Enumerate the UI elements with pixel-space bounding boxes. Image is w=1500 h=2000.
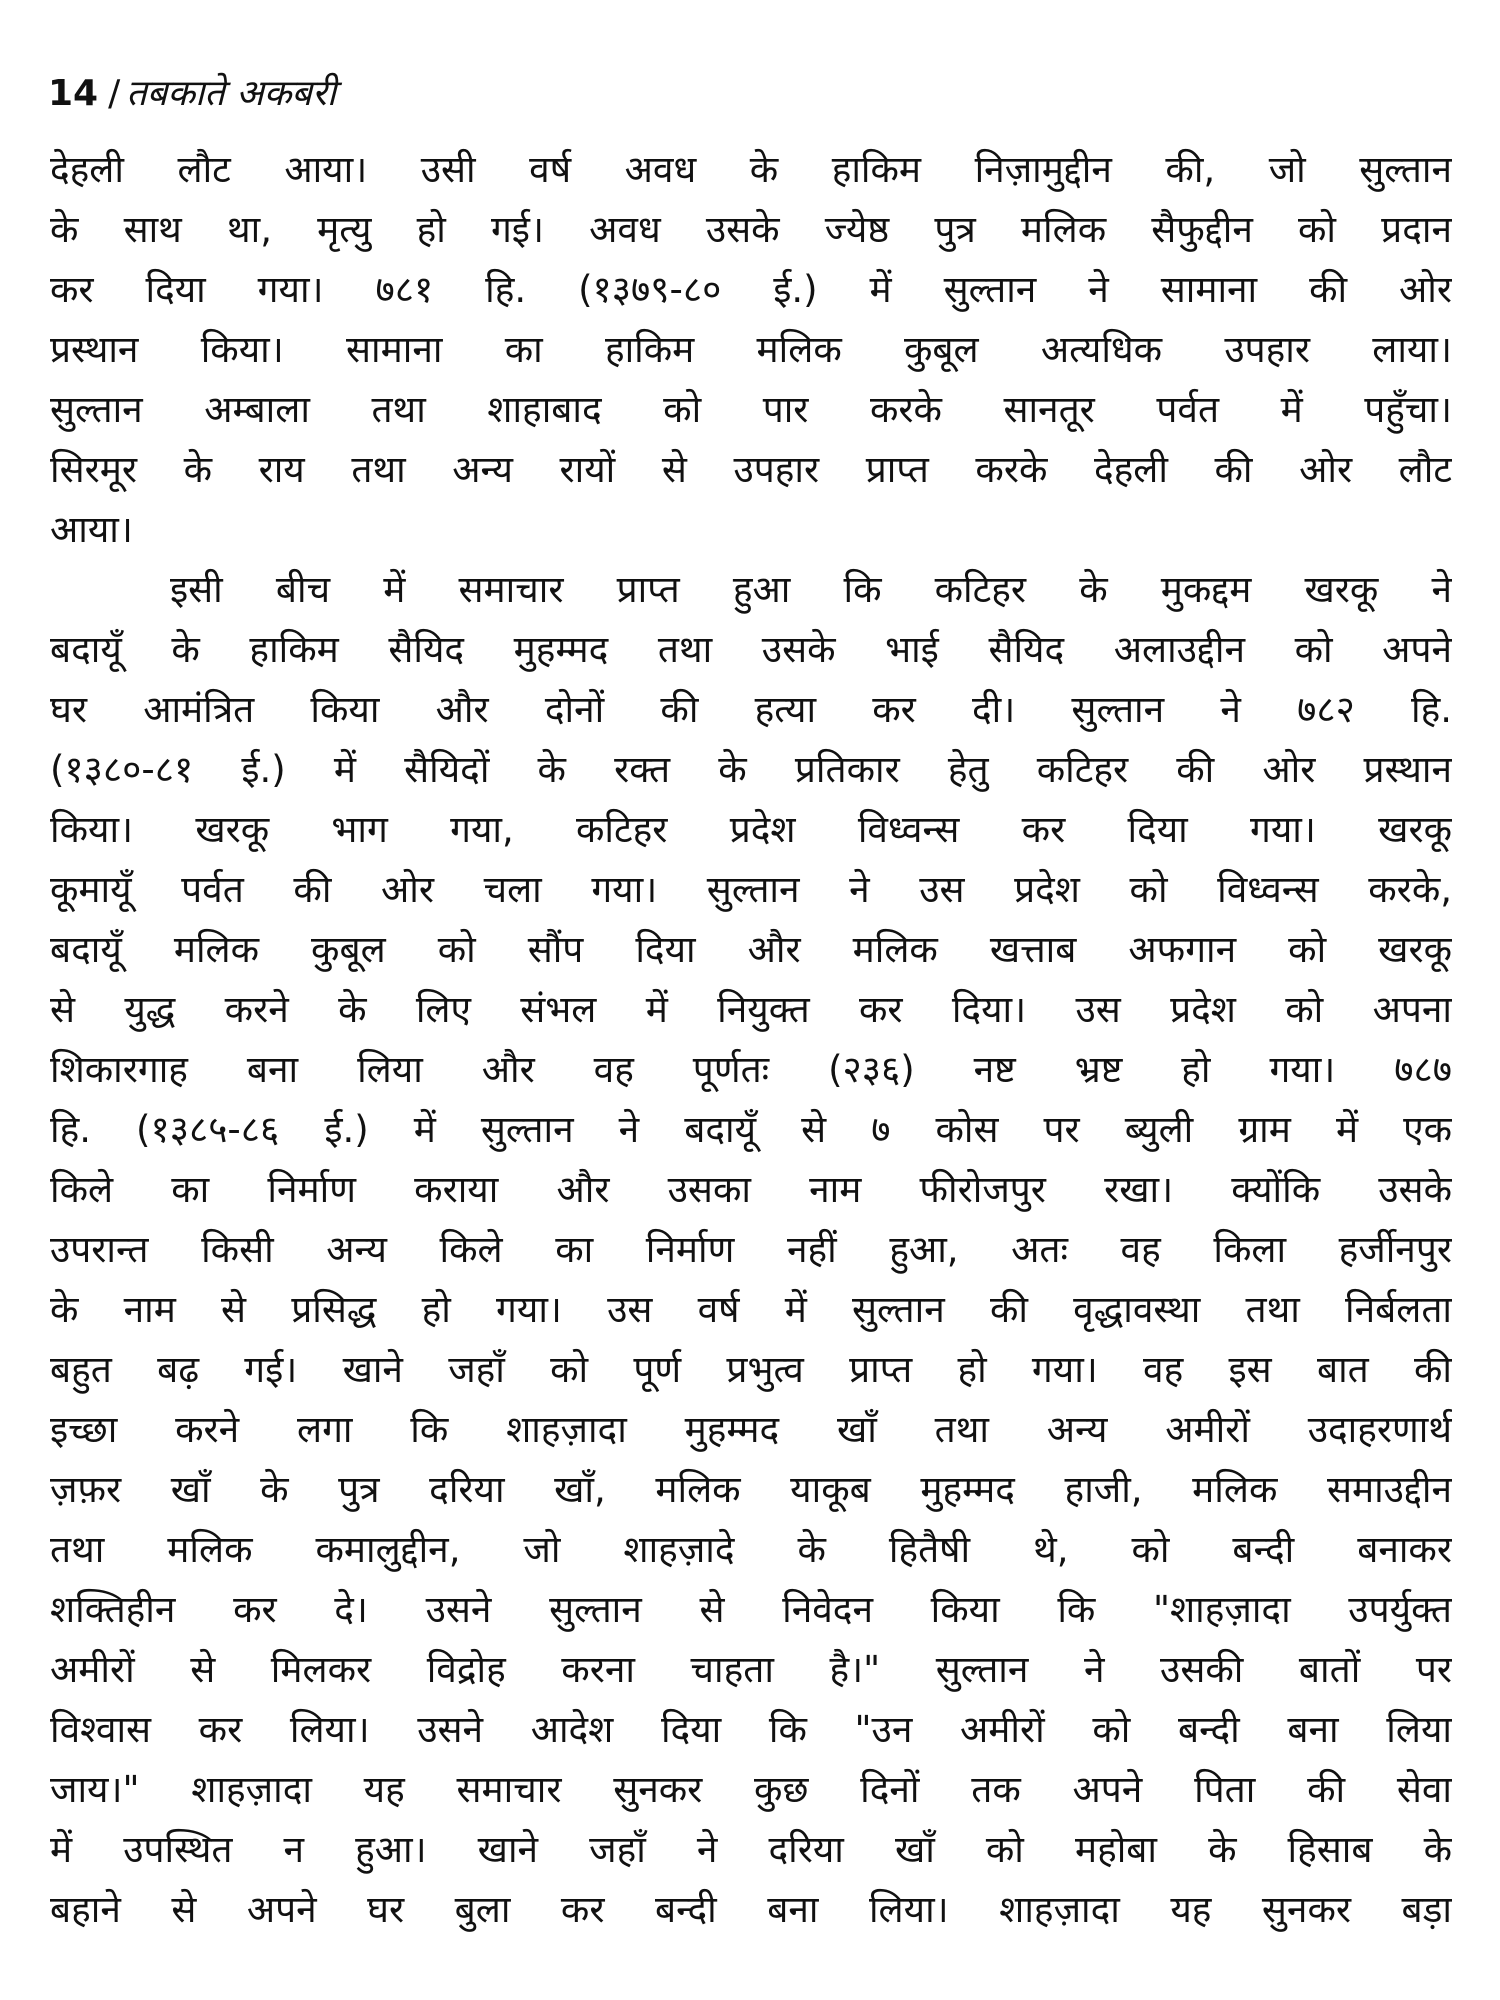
text-line: (१३८०-८१ ई.) में सैयिदों के रक्त के प्रतिकार हेतु कटिहर की ओर प्रस्थान [50,748,1452,791]
paragraph-2 [50,560,1452,1940]
text-line: शिकारगाह बना लिया और वह पूर्णतः (२३६) नष्ट भ्रष्ट हो गया। ७८७ [50,1048,1452,1091]
text-line: शक्तिहीन कर दे। उसने सुल्तान से निवेदन किया कि "शाहज़ादा उपर्युक्त [50,1588,1452,1631]
text-line: के नाम से प्रसिद्ध हो गया। उस वर्ष में सुल्तान की वृद्धावस्था तथा निर्बलता [50,1288,1452,1331]
text-line: विश्वास कर लिया। उसने आदेश दिया कि "उन अमीरों को बन्दी बना लिया [50,1708,1452,1751]
text-line: में उपस्थित न हुआ। खाने जहाँ ने दरिया खाँ को महोबा के हिसाब के [50,1828,1452,1871]
text-line: किले का निर्माण कराया और उसका नाम फीरोजपुर रखा। क्योंकि उसके [50,1168,1452,1211]
text-line: सिरमूर के राय तथा अन्य रायों से उपहार प्राप्त करके देहली की ओर लौट [50,448,1452,491]
text-line: बदायूँ के हाकिम सैयिद मुहम्मद तथा उसके भाई सैयिद अलाउद्दीन को अपने [50,628,1452,671]
text-line: तथा मलिक कमालुद्दीन, जो शाहज़ादे के हितैषी थे, को बन्दी बनाकर [50,1528,1452,1571]
text-line: प्रस्थान किया। सामाना का हाकिम मलिक कुबूल अत्यधिक उपहार लाया। [50,328,1452,371]
running-head [48,70,336,118]
text-line: सुल्तान अम्बाला तथा शाहाबाद को पार करके सानतूर पर्वत में पहुँचा। [50,388,1452,431]
text-line: के साथ था, मृत्यु हो गई। अवध उसके ज्येष्ठ पुत्र मलिक सैफुद्दीन को प्रदान [50,208,1452,251]
text-line: बहाने से अपने घर बुला कर बन्दी बना लिया। शाहज़ादा यह सुनकर बड़ा [50,1888,1452,1931]
text-line: बहुत बढ़ गई। खाने जहाँ को पूर्ण प्रभुत्व प्राप्त हो गया। वह इस बात की [50,1348,1452,1391]
text-line: कूमायूँ पर्वत की ओर चला गया। सुल्तान ने उस प्रदेश को विध्वन्स करके, [50,868,1452,911]
text-line: इसी बीच में समाचार प्राप्त हुआ कि कटिहर के मुकद्दम खरकू ने [170,568,1452,611]
text-line: ज़फ़र खाँ के पुत्र दरिया खाँ, मलिक याकूब मुहम्मद हाजी, मलिक समाउद्दीन [50,1468,1452,1511]
text-line: कर दिया गया। ७८१ हि. (१३७९-८० ई.) में सुल्तान ने सामाना की ओर [50,268,1452,311]
text-line: बदायूँ मलिक कुबूल को सौंप दिया और मलिक खत्ताब अफगान को खरकू [50,928,1452,971]
text-line: आया। [50,508,133,551]
text-line: जाय।" शाहज़ादा यह समाचार सुनकर कुछ दिनों तक अपने पिता की सेवा [50,1768,1452,1811]
body-text [50,140,1452,1940]
paragraph-1 [50,140,1452,560]
header-separator: / [108,73,121,114]
page-number: 14 [48,73,99,114]
text-line: देहली लौट आया। उसी वर्ष अवध के हाकिम निज़ामुद्दीन की, जो सुल्तान [50,148,1452,191]
text-line: उपरान्त किसी अन्य किले का निर्माण नहीं हुआ, अतः वह किला हर्जीनपुर [50,1228,1452,1271]
text-line: हि. (१३८५-८६ ई.) में सुल्तान ने बदायूँ से ७ कोस पर ब्युली ग्राम में एक [50,1108,1452,1151]
text-line: अमीरों से मिलकर विद्रोह करना चाहता है।" सुल्तान ने उसकी बातों पर [50,1648,1452,1691]
text-line: किया। खरकू भाग गया, कटिहर प्रदेश विध्वन्स कर दिया गया। खरकू [50,808,1452,851]
book-title: तबकाते अकबरी [126,73,337,114]
text-line: घर आमंत्रित किया और दोनों की हत्या कर दी। सुल्तान ने ७८२ हि. [50,688,1452,731]
text-line: इच्छा करने लगा कि शाहज़ादा मुहम्मद खाँ तथा अन्य अमीरों उदाहरणार्थ [50,1408,1452,1451]
text-line: से युद्ध करने के लिए संभल में नियुक्त कर दिया। उस प्रदेश को अपना [50,988,1452,1031]
